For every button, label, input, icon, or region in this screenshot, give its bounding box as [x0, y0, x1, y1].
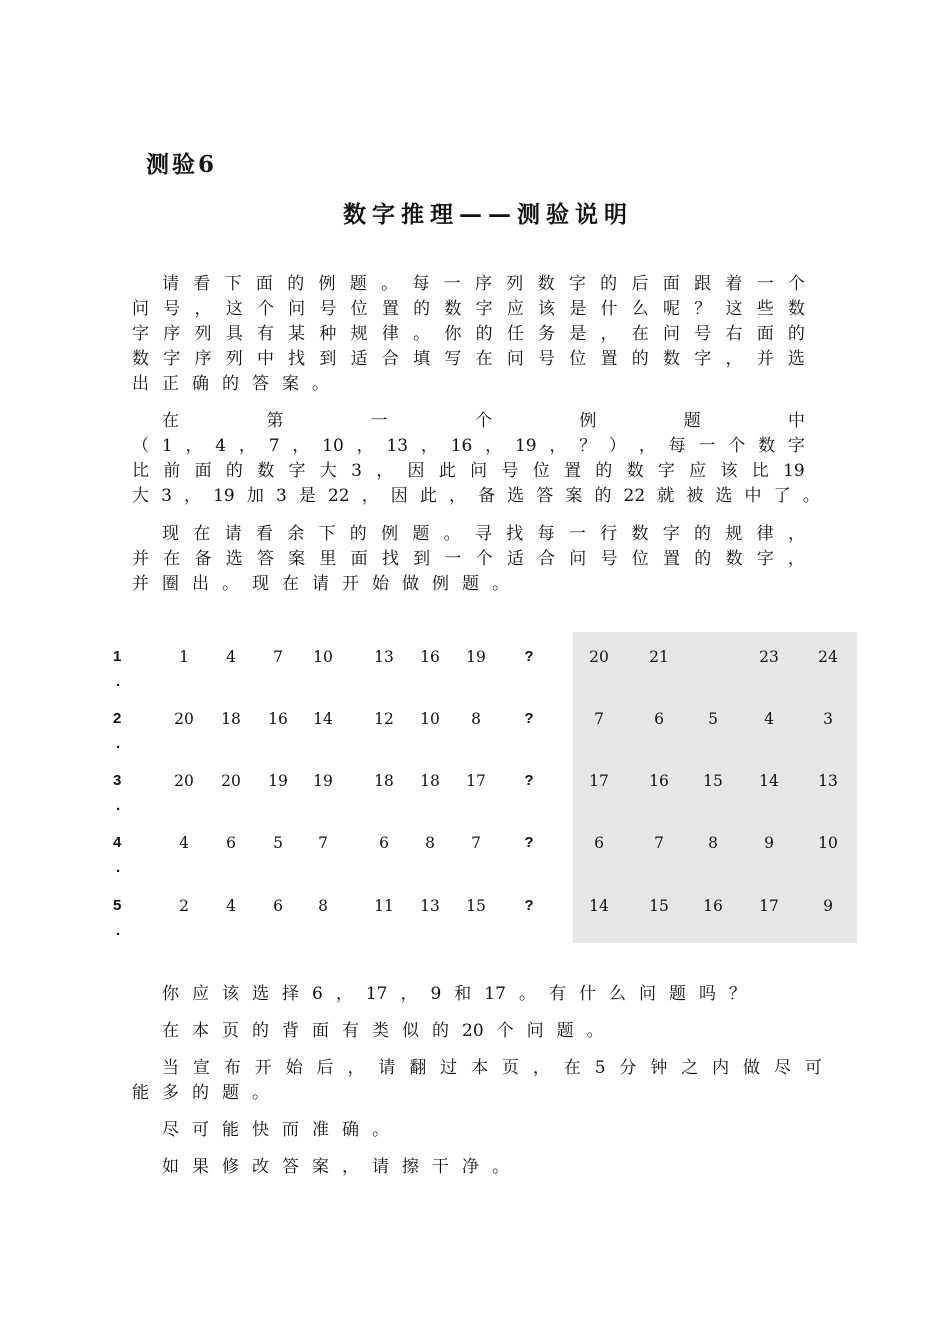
- sequence-number: 18: [221, 710, 241, 728]
- text-line: 现 在 请 看 余 下 的 例 题 。 寻 找 每 一 行 数 字 的 规 律 ，: [162, 524, 805, 544]
- answer-option[interactable]: 21: [649, 648, 669, 666]
- answer-option[interactable]: 16: [703, 897, 723, 915]
- example-number: 1: [113, 648, 122, 665]
- sequence-number: 10: [313, 648, 333, 666]
- answer-option[interactable]: 9: [823, 897, 833, 915]
- sequence-number: 7: [471, 834, 481, 852]
- text-line: 你 应 该 选 择 6 ， 17 ， 9 和 17 。 有 什 么 问 题 吗 ？: [162, 984, 746, 1004]
- sequence-number: 19: [466, 648, 486, 666]
- sequence-number: 7: [318, 834, 328, 852]
- text-line: 并 圈 出 。 现 在 请 开 始 做 例 题 。: [132, 574, 509, 594]
- answer-option[interactable]: 16: [649, 772, 669, 790]
- example-number-dot: .: [116, 673, 121, 690]
- answer-option[interactable]: 7: [654, 834, 664, 852]
- example-number: 5: [113, 897, 122, 914]
- text-line: 并 在 备 选 答 案 里 面 找 到 一 个 适 合 问 号 位 置 的 数 字 ，: [132, 549, 805, 569]
- answer-option[interactable]: 13: [818, 772, 838, 790]
- answer-option[interactable]: 5: [708, 710, 718, 728]
- answer-option[interactable]: 23: [759, 648, 779, 666]
- sequence-number: 10: [420, 710, 440, 728]
- sequence-number: 16: [268, 710, 288, 728]
- sequence-number: 5: [273, 834, 283, 852]
- text-line: 能 多 的 题 。: [132, 1083, 269, 1103]
- sequence-number: 19: [268, 772, 288, 790]
- text-line: 如 果 修 改 答 案 ， 请 擦 干 净 。: [162, 1157, 509, 1177]
- answer-option[interactable]: 3: [823, 710, 833, 728]
- sequence-number: 18: [374, 772, 394, 790]
- text-line: 请 看 下 面 的 例 题 。 每 一 序 列 数 字 的 后 面 跟 着 一 个: [162, 274, 805, 294]
- sequence-number: 11: [374, 897, 394, 915]
- answer-option[interactable]: 15: [649, 897, 669, 915]
- answer-option[interactable]: 14: [759, 772, 779, 790]
- section-subtitle: 数字推理——测验说明: [343, 201, 633, 228]
- answer-option[interactable]: 6: [654, 710, 664, 728]
- text-line: 问 号 ， 这 个 问 号 位 置 的 数 字 应 该 是 什 么 呢 ？ 这 些 数: [132, 299, 805, 319]
- answer-option[interactable]: 4: [764, 710, 774, 728]
- answer-option[interactable]: 17: [759, 897, 779, 915]
- question-mark: ?: [524, 897, 534, 914]
- text-line: 在 本 页 的 背 面 有 类 似 的 20 个 问 题 。: [162, 1021, 604, 1041]
- sequence-number: 6: [273, 897, 283, 915]
- sequence-number: 4: [179, 834, 189, 852]
- sequence-number: 12: [374, 710, 394, 728]
- sequence-number: 20: [174, 710, 194, 728]
- sequence-number: 20: [221, 772, 241, 790]
- question-mark: ?: [524, 648, 534, 665]
- answer-option[interactable]: 17: [589, 772, 609, 790]
- answer-option[interactable]: 24: [818, 648, 838, 666]
- text-line: 出 正 确 的 答 案 。: [132, 374, 329, 394]
- example-number: 3: [113, 772, 122, 789]
- sequence-number: 8: [318, 897, 328, 915]
- sequence-number: 8: [471, 710, 481, 728]
- example-number-dot: .: [116, 859, 121, 876]
- text-line: 大 3 ， 19 加 3 是 22 ， 因 此 ， 备 选 答 案 的 22 就 被 选 中 了 。: [132, 486, 820, 506]
- test-title: 测验6: [146, 151, 218, 178]
- example-number-dot: .: [116, 922, 121, 939]
- sequence-number: 7: [273, 648, 283, 666]
- sequence-number: 13: [420, 897, 440, 915]
- example-number-dot: .: [116, 735, 121, 752]
- sequence-number: 16: [420, 648, 440, 666]
- sequence-number: 8: [425, 834, 435, 852]
- text-line: 数 字 序 列 中 找 到 适 合 填 写 在 问 号 位 置 的 数 字 ， 并 选: [132, 349, 805, 369]
- text-line: （ 1 ， 4 ， 7 ， 10 ， 13 ， 16 ， 19 ， ？ ） ， 每 一 个 数 字: [132, 436, 805, 456]
- text-line: 当 宣 布 开 始 后 ， 请 翻 过 本 页 ， 在 5 分 钟 之 内 做 尽 可: [162, 1058, 822, 1078]
- example-number: 2: [113, 710, 122, 727]
- sequence-number: 6: [226, 834, 236, 852]
- answer-option[interactable]: 8: [708, 834, 718, 852]
- sequence-number: 18: [420, 772, 440, 790]
- answer-option[interactable]: 15: [703, 772, 723, 790]
- question-mark: ?: [524, 772, 534, 789]
- answer-option[interactable]: 14: [589, 897, 609, 915]
- text-line: 在 第 一 个 例 题 中: [162, 411, 805, 431]
- sequence-number: 15: [466, 897, 486, 915]
- example-number: 4: [113, 834, 122, 851]
- text-line: 比 前 面 的 数 字 大 3 ， 因 此 问 号 位 置 的 数 字 应 该 比 19: [132, 461, 805, 481]
- answer-option[interactable]: 7: [594, 710, 604, 728]
- text-line: 尽 可 能 快 而 准 确 。: [162, 1120, 389, 1140]
- sequence-number: 6: [379, 834, 389, 852]
- sequence-number: 4: [226, 897, 236, 915]
- sequence-number: 13: [374, 648, 394, 666]
- sequence-number: 14: [313, 710, 333, 728]
- sequence-number: 19: [313, 772, 333, 790]
- sequence-number: 17: [466, 772, 486, 790]
- closing-instructions: [132, 982, 822, 1180]
- sequence-number: 2: [179, 897, 189, 915]
- sequence-number: 20: [174, 772, 194, 790]
- answer-option[interactable]: 20: [589, 648, 609, 666]
- answer-option[interactable]: 10: [818, 834, 838, 852]
- question-mark: ?: [524, 710, 534, 727]
- example-number-dot: .: [116, 797, 121, 814]
- sequence-number: 1: [179, 648, 189, 666]
- text-line: 字 序 列 具 有 某 种 规 律 。 你 的 任 务 是 ， 在 问 号 右 面 的: [132, 324, 805, 344]
- question-mark: ?: [524, 834, 534, 851]
- answer-option[interactable]: 6: [594, 834, 604, 852]
- sequence-number: 4: [226, 648, 236, 666]
- answer-option[interactable]: 9: [764, 834, 774, 852]
